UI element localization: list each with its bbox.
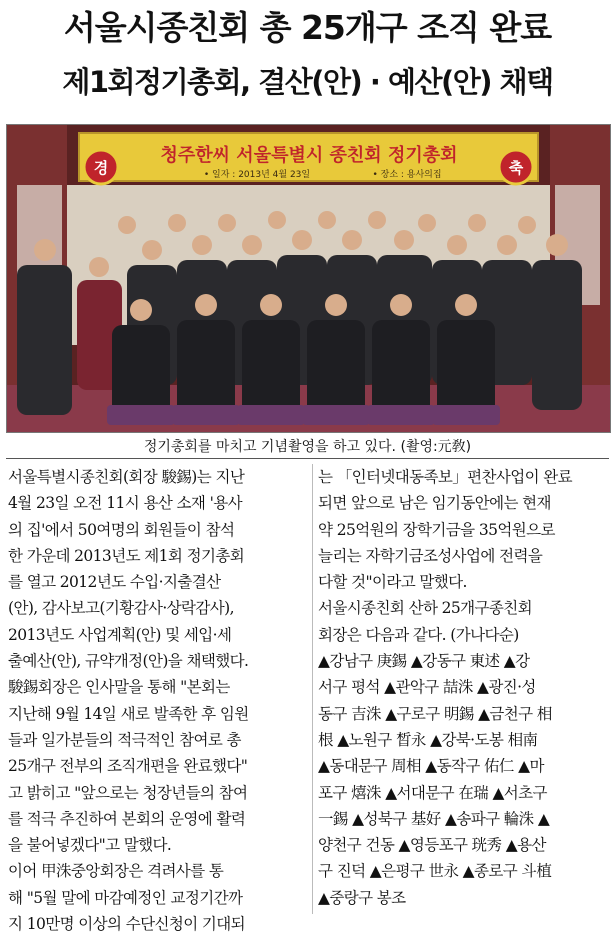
article-line: 2013년도 사업계획(안) 및 세입·세 xyxy=(8,625,232,644)
article-line: (안), 감사보고(기황감사·상락감사), xyxy=(8,599,234,618)
article-line: 다할 것"이라고 말했다. xyxy=(318,573,467,592)
column-divider xyxy=(312,464,313,914)
article-line: 해 "5월 말에 마감예정인 교정기간까 xyxy=(8,888,243,907)
subheadline: 제1회정기총회, 결산(안) · 예산(안) 채택 xyxy=(62,65,553,99)
article-line: 포구 熺洙 ▲서대문구 在瑞 ▲서초구 xyxy=(318,783,547,802)
article-line: 根 ▲노원구 晳永 ▲강북·도봉 相南 xyxy=(318,730,538,749)
article-line: ▲강남구 庚錫 ▲강동구 東述 ▲강 xyxy=(318,652,530,671)
article-line: 의 집'에서 50여명의 회원들이 참석 xyxy=(8,520,235,539)
article-line: 구 진덕 ▲은평구 世永 ▲종로구 斗植 xyxy=(318,862,552,881)
article-line: 늘리는 자학기금조성사업에 전력을 xyxy=(318,546,543,565)
article-line: 회장은 다음과 같다. (가나다순) xyxy=(318,625,519,644)
article-line: 駿錫회장은 인사말을 통해 "본회는 xyxy=(8,678,230,697)
article-line: 25개구 전부의 조직개편을 완료했다" xyxy=(8,757,248,776)
caption-divider xyxy=(6,458,609,459)
article-line: 들과 일가분들의 적극적인 참여로 총 xyxy=(8,730,241,749)
article-line: 는 「인터넷대동족보」편찬사업이 완료 xyxy=(318,468,573,486)
article-line: 되면 앞으로 남은 임기동안에는 현재 xyxy=(318,494,551,513)
article-line: 서구 평석 ▲관악구 喆洙 ▲광진·성 xyxy=(318,678,536,697)
article-line: 서울시종친회 산하 25개구종친회 xyxy=(318,599,533,618)
article-line: 를 적극 추진하여 본회의 운영에 활력 xyxy=(8,809,246,828)
article-line: ▲중랑구 봉조 xyxy=(318,888,406,907)
article-line: 지난해 9월 14일 새로 발족한 후 임원 xyxy=(8,704,249,723)
article-line: 를 열고 2012년도 수입·지출결산 xyxy=(8,573,221,592)
emblem-right: 축 xyxy=(508,159,524,177)
article-column-right xyxy=(318,464,610,911)
article-line: ▲동대문구 周相 ▲동작구 佑仁 ▲마 xyxy=(318,757,544,776)
article-line: 양천구 건동 ▲영등포구 珖秀 ▲용산 xyxy=(318,836,546,855)
article-line: 동구 吉洙 ▲구로구 明錫 ▲금천구 相 xyxy=(318,704,552,723)
article-line: 지 10만명 이상의 수단신청이 기대되 xyxy=(8,915,246,934)
article-line: 서울특별시종친회(회장 駿錫)는 지난 xyxy=(8,468,245,486)
banner-title: 청주한씨 서울특별시 종친회 정기총회 xyxy=(160,145,458,166)
article-line: 한 가운데 2013년도 제1회 정기총회 xyxy=(8,546,245,565)
banner-place: • 장소 : 용사의집 xyxy=(372,170,442,180)
group-photo xyxy=(6,124,611,433)
banner-date: • 일자 : 2013년 4월 23일 xyxy=(203,170,311,180)
article-line: 고 밝히고 "앞으로는 청장년들의 참여 xyxy=(8,783,248,802)
photo-caption: 정기총회를 마치고 기념촬영을 하고 있다. (촬영:元敎) xyxy=(143,439,472,455)
article-line: 이어 甲洙중앙회장은 격려사를 통 xyxy=(8,862,224,881)
article-line: 一錫 ▲성북구 基好 ▲송파구 輪洙 ▲ xyxy=(318,809,550,828)
article-line: 약 25억원의 장학기금을 35억원으로 xyxy=(318,520,555,539)
headline: 서울시종친회 총 25개구 조직 완료 xyxy=(63,8,552,47)
article-line: 출예산(안), 규약개정(안)을 채택했다. xyxy=(8,652,249,671)
emblem-left: 경 xyxy=(93,159,109,177)
article-line: 4월 23일 오전 11시 용산 소재 '용사 xyxy=(8,494,243,513)
article-column-left xyxy=(8,464,308,937)
article-line: 을 불어넣겠다"고 말했다. xyxy=(8,836,172,855)
